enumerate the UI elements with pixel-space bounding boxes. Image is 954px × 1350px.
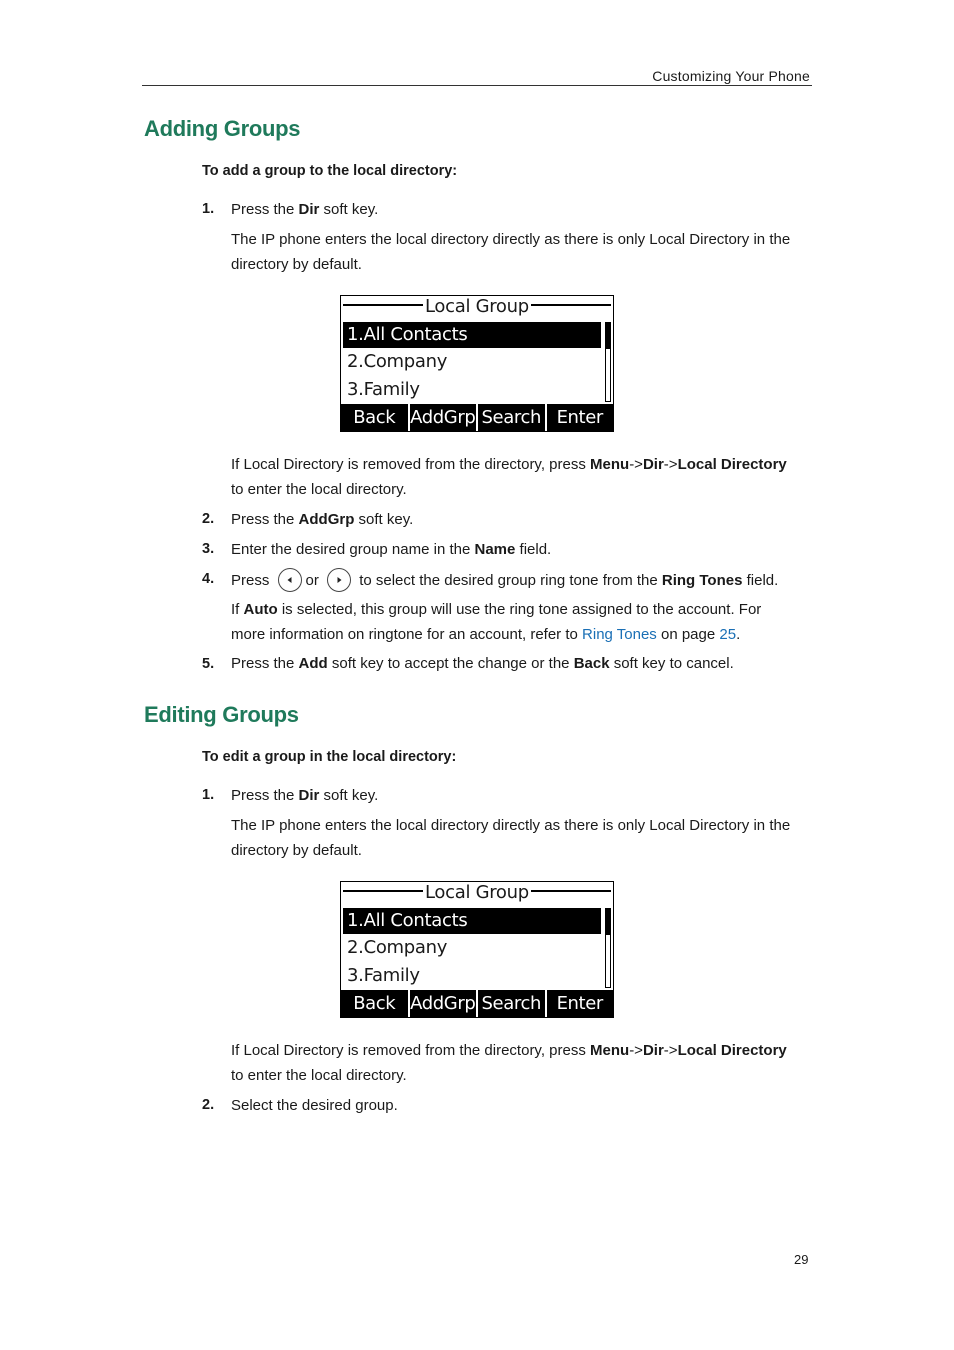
lcd-softkey-addgrp: AddGrp (408, 990, 477, 1017)
lcd-softkey-back: Back (353, 993, 396, 1014)
lcd-softkey-bar (341, 404, 613, 431)
step-text: Press the AddGrp soft key. (231, 511, 414, 528)
lcd-softkey-enter: Enter (545, 990, 614, 1017)
lcd-list-item-selected: 1.All Contacts (343, 322, 601, 348)
step-note: If Local Directory is removed from the directory, press Menu->Dir->Local Directory (231, 1042, 787, 1059)
step-number: 5. (202, 656, 215, 672)
step-text: Press the Dir soft key. (231, 787, 379, 804)
step-number: 1. (202, 201, 215, 217)
step-text: Enter the desired group name in the Name field. (231, 541, 552, 558)
section-title-adding-groups: Adding Groups (144, 116, 301, 141)
step-note: If Local Directory is removed from the directory, press Menu->Dir->Local Directory (231, 456, 787, 473)
step-text: Press the Add soft key to accept the change or the Back soft key to cancel. (231, 655, 734, 672)
lcd-softkey-back: Back (353, 407, 396, 428)
step-note: to enter the local directory. (231, 481, 407, 498)
page-number: 29 (794, 1252, 809, 1267)
step-number: 1. (202, 787, 215, 803)
lcd-list-item: 2.Company (347, 351, 448, 372)
lcd-softkey-addgrp: AddGrp (408, 404, 477, 431)
phone-lcd-screenshot (340, 881, 614, 1018)
step-number: 2. (202, 511, 215, 527)
phone-lcd-screenshot (340, 295, 614, 432)
ring-tones-link[interactable]: Ring Tones (582, 626, 657, 643)
lcd-softkey-enter: Enter (545, 404, 614, 431)
procedure-heading-edit: To edit a group in the local directory: (202, 749, 457, 765)
step-note: to enter the local directory. (231, 1067, 407, 1084)
step-note: directory by default. (231, 256, 362, 273)
step-note: The IP phone enters the local directory directly as there is only Local Directory in the (231, 231, 791, 248)
left-navigation-key-icon (278, 568, 302, 592)
lcd-scrollbar (605, 322, 611, 402)
step-text: Press or to select the desired group ring tone from the Ring Tones field. (231, 569, 821, 593)
step-note: The IP phone enters the local directory directly as there is only Local Directory in the (231, 817, 791, 834)
lcd-scrollbar (605, 908, 611, 988)
step-text: Select the desired group. (231, 1097, 398, 1114)
lcd-list-item: 3.Family (347, 379, 420, 400)
section-title-editing-groups: Editing Groups (144, 702, 299, 727)
step-note: more information on ringtone for an account, refer to Ring Tones on page 25. (231, 626, 741, 643)
soft-key-name: Dir (298, 201, 320, 218)
right-navigation-key-icon (327, 568, 351, 592)
lcd-list-item: 2.Company (347, 937, 448, 958)
page-reference-link[interactable]: 25 (719, 626, 737, 643)
lcd-list-item-selected: 1.All Contacts (343, 908, 601, 934)
lcd-list-item: 3.Family (347, 965, 420, 986)
running-header: Customizing Your Phone (652, 68, 810, 84)
lcd-title: Local Group (425, 882, 529, 903)
step-number: 2. (202, 1097, 215, 1113)
procedure-heading-add: To add a group to the local directory: (202, 163, 458, 179)
lcd-title: Local Group (425, 296, 529, 317)
lcd-softkey-bar (341, 990, 613, 1017)
step-number: 3. (202, 541, 215, 557)
lcd-softkey-search: Search (476, 990, 545, 1017)
lcd-softkey-search: Search (476, 404, 545, 431)
step-number: 4. (202, 571, 215, 587)
step-note: If Auto is selected, this group will use the ring tone assigned to the account. For (231, 601, 762, 618)
step-text: Press the Dir soft key. (231, 201, 379, 218)
header-divider (142, 85, 812, 86)
step-note: directory by default. (231, 842, 362, 859)
